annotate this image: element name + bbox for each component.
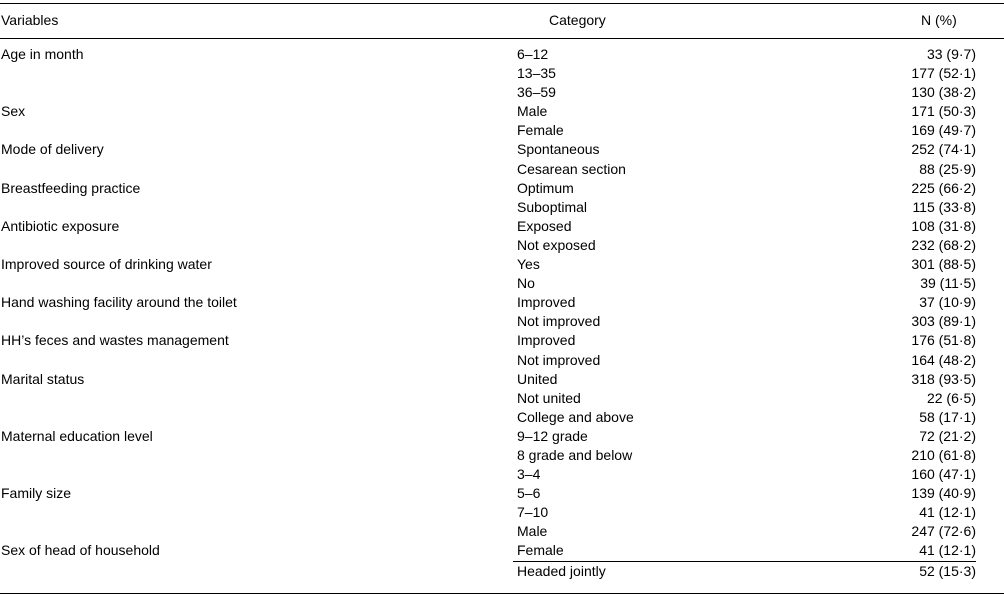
variable-cell: Family size xyxy=(1,485,72,502)
table-row xyxy=(0,84,1004,103)
n-percent-cell: 232 (68·2) xyxy=(911,236,976,253)
n-percent-cell: 130 (38·2) xyxy=(911,84,976,101)
table-row xyxy=(0,371,1004,390)
variable-cell: HH’s feces and wastes management xyxy=(1,332,229,349)
table-row xyxy=(0,161,1004,180)
table-row xyxy=(0,523,1004,542)
category-cell: Male xyxy=(517,103,548,120)
table-body xyxy=(0,46,1004,583)
category-cell: College and above xyxy=(517,408,634,425)
n-percent-cell: 210 (61·8) xyxy=(911,446,976,463)
table-row xyxy=(0,180,1004,199)
category-cell: 6–12 xyxy=(517,46,549,62)
table-row xyxy=(0,352,1004,371)
n-percent-cell: 318 (93·5) xyxy=(911,370,976,387)
n-percent-cell: 301 (88·5) xyxy=(911,256,976,273)
category-cell: Not exposed xyxy=(517,236,596,253)
category-cell: Not united xyxy=(517,389,581,406)
table-row xyxy=(0,218,1004,237)
header-category: Category xyxy=(549,12,606,28)
table-row xyxy=(0,332,1004,351)
bottom-rule xyxy=(0,593,1004,594)
variable-cell: Hand washing facility around the toilet xyxy=(1,294,237,311)
table-row xyxy=(0,275,1004,294)
table-row xyxy=(0,46,1004,65)
n-percent-cell: 33 (9·7) xyxy=(926,46,976,62)
partial-rule xyxy=(513,561,976,562)
variable-cell: Sex xyxy=(1,103,26,120)
category-cell: Exposed xyxy=(517,217,572,234)
table-header xyxy=(0,12,1004,32)
n-percent-cell: 41 (12·1) xyxy=(919,542,976,559)
n-percent-cell: 58 (17·1) xyxy=(919,408,976,425)
variable-cell: Maternal education level xyxy=(1,427,153,444)
n-percent-cell: 303 (89·1) xyxy=(911,313,976,330)
category-cell: 8 grade and below xyxy=(517,446,633,463)
top-rule xyxy=(0,3,1004,4)
table-row xyxy=(0,563,1004,582)
table-row xyxy=(0,65,1004,84)
category-cell: No xyxy=(517,275,535,292)
table-row xyxy=(0,103,1004,122)
table-row xyxy=(0,485,1004,504)
category-cell: Optimum xyxy=(517,179,574,196)
table-row xyxy=(0,428,1004,447)
n-percent-cell: 171 (50·3) xyxy=(911,103,976,120)
n-percent-cell: 225 (66·2) xyxy=(911,179,976,196)
table-row xyxy=(0,256,1004,275)
category-cell: Not improved xyxy=(517,351,601,368)
n-percent-cell: 88 (25·9) xyxy=(919,160,976,177)
table-row xyxy=(0,447,1004,466)
n-percent-cell: 176 (51·8) xyxy=(911,332,976,349)
n-percent-cell: 139 (40·9) xyxy=(911,485,976,502)
table-row xyxy=(0,313,1004,332)
n-percent-cell: 169 (49·7) xyxy=(911,122,976,139)
category-cell: 13–35 xyxy=(517,65,556,82)
category-cell: Not improved xyxy=(517,313,601,330)
n-percent-cell: 108 (31·8) xyxy=(911,217,976,234)
table-row xyxy=(0,390,1004,409)
category-cell: 36–59 xyxy=(517,84,556,101)
n-percent-cell: 247 (72·6) xyxy=(911,523,976,540)
n-percent-cell: 115 (33·8) xyxy=(912,198,976,215)
header-variables: Variables xyxy=(1,12,59,28)
table-row xyxy=(0,409,1004,428)
table-row xyxy=(0,141,1004,160)
table-row xyxy=(0,294,1004,313)
category-cell: Female xyxy=(517,122,564,139)
category-cell: 3–4 xyxy=(517,466,541,483)
category-cell: 9–12 grade xyxy=(517,427,588,444)
category-cell: Spontaneous xyxy=(517,141,600,158)
category-cell: Headed jointly xyxy=(517,563,606,580)
header-n-percent: N (%) xyxy=(921,12,957,28)
category-cell: Male xyxy=(517,523,548,540)
variable-cell: Age in month xyxy=(1,46,84,62)
category-cell: Improved xyxy=(517,294,576,311)
category-cell: Cesarean section xyxy=(517,160,626,177)
category-cell: Yes xyxy=(517,256,540,273)
n-percent-cell: 52 (15·3) xyxy=(919,563,976,580)
variable-cell: Improved source of drinking water xyxy=(1,256,212,273)
n-percent-cell: 164 (48·2) xyxy=(911,351,976,368)
n-percent-cell: 41 (12·1) xyxy=(919,504,976,521)
n-percent-cell: 22 (6·5) xyxy=(926,389,976,406)
variable-cell: Sex of head of household xyxy=(1,542,160,559)
table-row xyxy=(0,122,1004,141)
category-cell: United xyxy=(517,370,558,387)
n-percent-cell: 72 (21·2) xyxy=(919,427,976,444)
table-row xyxy=(0,237,1004,256)
n-percent-cell: 37 (10·9) xyxy=(919,294,976,311)
category-cell: Suboptimal xyxy=(517,198,588,215)
variable-cell: Antibiotic exposure xyxy=(1,217,120,234)
n-percent-cell: 252 (74·1) xyxy=(911,141,976,158)
variable-cell: Breastfeeding practice xyxy=(1,179,141,196)
category-cell: Female xyxy=(517,542,564,559)
table-row xyxy=(0,504,1004,523)
category-cell: 7–10 xyxy=(517,504,549,521)
table-row xyxy=(0,466,1004,485)
category-cell: Improved xyxy=(517,332,576,349)
variable-cell: Marital status xyxy=(1,370,85,387)
n-percent-cell: 177 (52·1) xyxy=(911,65,976,82)
category-cell: 5–6 xyxy=(517,485,541,502)
variable-cell: Mode of delivery xyxy=(1,141,104,158)
header-rule xyxy=(0,38,1004,39)
table-row xyxy=(0,199,1004,218)
n-percent-cell: 39 (11·5) xyxy=(920,275,976,292)
n-percent-cell: 160 (47·1) xyxy=(911,466,976,483)
